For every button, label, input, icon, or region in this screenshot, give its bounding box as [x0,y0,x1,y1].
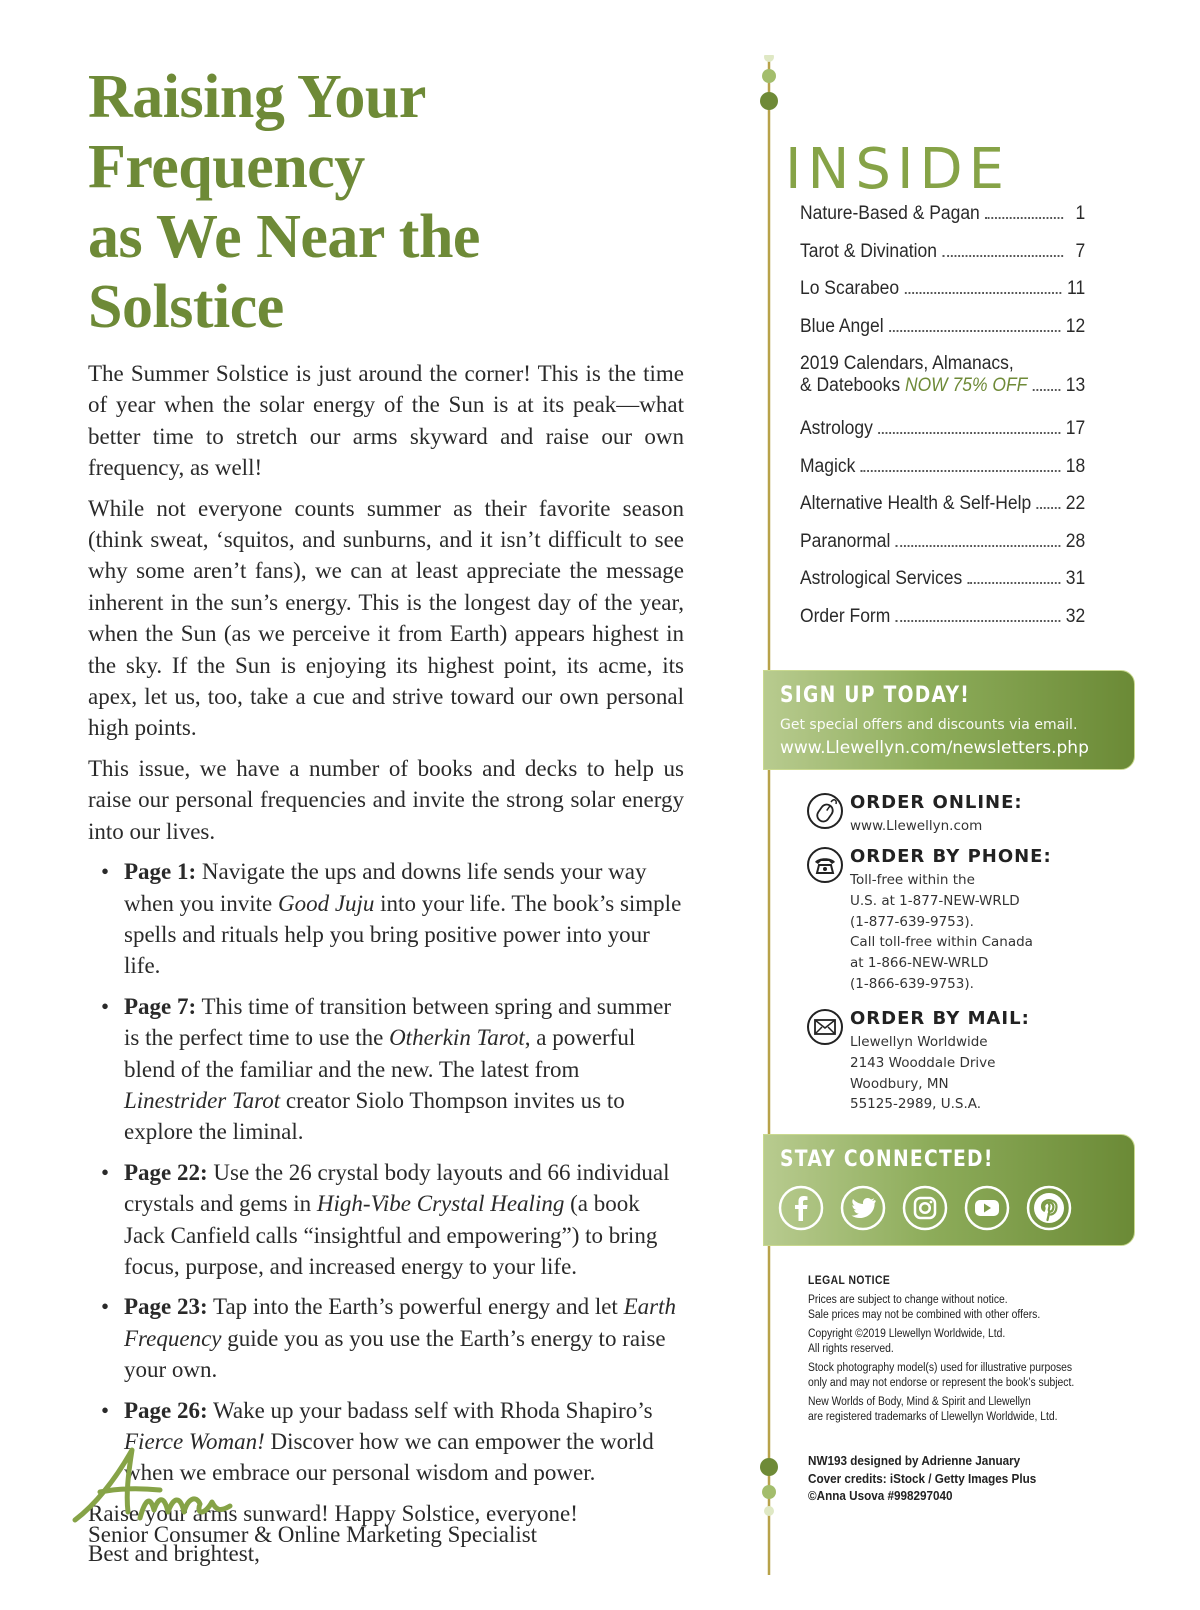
legal-line: Sale prices may not be combined with other offers. [808,1309,1041,1321]
toc-item[interactable] [800,418,1085,456]
signature [70,1440,290,1530]
toc-leader [1033,388,1060,391]
toc-page: 13 [1065,375,1086,396]
toc-label: & Datebooks [800,375,901,396]
table-of-contents [800,203,1085,643]
signup-banner[interactable] [763,670,1135,770]
address-line: Llewellyn Worldwide [850,1034,988,1050]
toc-label: 2019 Calendars, Almanacs, [800,353,1014,374]
design-credits [808,1452,1078,1505]
bullet-label: Page 1: [124,859,197,885]
toc-item[interactable] [800,278,1085,316]
signup-heading: SIGN UP TODAY! [780,683,971,708]
bullet-item [88,991,684,1148]
salutation: Best and brightest, [88,1541,260,1567]
order-mail-heading: ORDER BY MAIL: [850,1008,1030,1029]
toc-leader [905,291,1062,294]
phone-line: Call toll-free within Canada [850,934,1033,951]
order-online-heading: ORDER ONLINE: [850,792,1023,813]
toc-label: Paranormal [800,530,891,552]
divider-rule [758,55,780,1575]
toc-page: 32 [1065,605,1086,627]
toc-page: 11 [1067,278,1086,299]
instagram-icon[interactable] [902,1185,948,1231]
bullet-dot: • [101,1397,110,1423]
order-online-url[interactable]: www.Llewellyn.com [850,818,983,834]
bullet-label: Page 22: [124,1159,208,1185]
phone-line: U.S. at 1-877-NEW-WRLD [850,892,1020,909]
bullet-text: This time of transition between spring and summer is the perfect time to use the [124,993,671,1051]
toc-label: Order Form [800,605,891,627]
order-mail-address [850,1032,995,1115]
book-title: High-Vibe Crystal Healing [316,1191,565,1217]
toc-page: 28 [1065,530,1086,552]
toc-label: Blue Angel [800,315,884,337]
bullet-text: creator Siolo Thompson invites us to explore the liminal. [124,1087,625,1145]
bullet-text: Navigate the ups and downs life sends your way when you invite [124,859,647,916]
facebook-icon[interactable] [778,1185,824,1231]
toc-leader [861,469,1060,472]
legal-line: New Worlds of Body, Mind & Spirit and Llewellyn [808,1396,1031,1408]
toc-item[interactable] [800,568,1085,606]
toc-item[interactable] [800,203,1085,241]
legal-notice [808,1274,1078,1429]
twitter-icon[interactable] [840,1185,886,1231]
toc-leader [1037,506,1060,509]
bullet-text: Use the 26 crystal body layouts and 66 individual crystals and gems in [124,1159,670,1217]
phone-icon [806,846,844,884]
toc-label: Tarot & Divination [800,240,937,262]
article-title [88,62,688,342]
toc-page: 17 [1065,418,1086,439]
toc-leader [985,216,1063,219]
toc-page: 18 [1065,455,1086,477]
article-body [88,358,684,1570]
address-line: 2143 Wooddale Drive [850,1054,996,1071]
toc-leader [896,544,1060,547]
bullet-dot: • [101,993,110,1019]
book-title: Otherkin Tarot [389,1025,525,1051]
toc-label: Alternative Health & Self-Help [800,493,1032,514]
toc-label: Nature-Based & Pagan [800,203,980,224]
signup-subtext: Get special offers and discounts via email. [780,717,1078,733]
legal-line: only and may not endorse or represent the book’s subject. [808,1377,1075,1389]
credit-line: NW193 designed by Adrienne January [808,1453,1021,1468]
toc-item[interactable] [800,316,1085,354]
toc-item[interactable] [800,531,1085,569]
inside-heading: INSIDE [785,137,1010,202]
legal-block [808,1395,1078,1425]
order-phone-heading: ORDER BY PHONE: [850,846,1052,867]
social-links [778,1185,1072,1231]
toc-page: 7 [1075,240,1086,262]
legal-line: Prices are subject to change without notice. [808,1294,1008,1306]
order-online [806,792,1106,842]
order-mail [806,1008,1106,1118]
bullet-item [88,856,684,982]
title-line-2: as We Near the Solstice [88,203,480,341]
bullet-text: guide you as you use the Earth’s energy to raise your own. [124,1325,666,1383]
toc-label: Magick [800,455,856,477]
toc-leader [968,581,1060,584]
pinterest-icon[interactable] [1026,1185,1072,1231]
toc-page: 31 [1065,568,1086,589]
signer-title: Senior Consumer & Online Marketing Specialist [88,1522,538,1547]
order-phone [806,846,1106,996]
envelope-icon [806,1008,844,1046]
toc-item[interactable] [800,241,1085,279]
phone-line: (1-866-639-9753). [850,975,974,992]
order-phone-text [850,870,1033,995]
toc-label: Astrology [800,418,873,439]
bullet-label: Page 23: [124,1294,208,1320]
stay-connected-banner [763,1134,1135,1246]
toc-item[interactable] [800,493,1085,531]
legal-line: All rights reserved. [808,1343,894,1355]
phone-line: (1-877-639-9753). [850,913,974,930]
bullet-text: (a book Jack Canfield calls “insightful and empowering”) to bring focus, purpose, and increased energy to your life. [124,1191,658,1279]
credit-line: Cover credits: iStock / Getty Images Plus [808,1470,1037,1486]
sale-badge: NOW 75% OFF [904,375,1028,396]
toc-page: 12 [1065,315,1086,337]
book-title: Good Juju [277,890,375,916]
bullet-text: , a powerful blend of the familiar and the new. The latest from [124,1025,636,1082]
toc-item[interactable] [800,456,1085,494]
newsletter-link[interactable]: www.Llewellyn.com/newsletters.php [780,738,1089,758]
bullet-label: Page 7: [124,993,197,1019]
legal-line: Copyright ©2019 Llewellyn Worldwide, Ltd. [808,1328,1006,1340]
bullet-text: Wake up your badass self with Rhoda Shapiro’s [207,1397,653,1423]
stay-connected-heading: STAY CONNECTED! [780,1147,994,1172]
toc-leader [889,329,1060,332]
title-line-1: Raising Your Frequency [88,63,425,201]
bullet-item [88,1157,684,1283]
youtube-icon[interactable] [964,1185,1010,1231]
bullet-text: Discover how we can empower the world when we embrace our personal wisdom and power. [124,1429,654,1486]
bullet-text: into your life. The book’s simple spells and rituals help you bring positive power into your life. [124,890,682,979]
address-line: Woodbury, MN [850,1075,949,1092]
toc-leader [878,431,1060,434]
legal-heading: LEGAL NOTICE [808,1275,891,1287]
bullet-dot: • [101,1159,110,1185]
book-title: Linestrider Tarot [124,1087,281,1113]
bullet-text: Tap into the Earth’s powerful energy and let [207,1294,624,1320]
book-title: Earth Frequency [124,1294,676,1351]
bullet-dot: • [101,859,110,885]
toc-page: 22 [1065,493,1086,514]
toc-page: 1 [1075,203,1086,224]
article [88,62,688,1579]
phone-line: Toll-free within the [850,872,975,888]
paragraph: The Summer Solstice is just around the corner! This is the time of year when the solar energy of the Sun is at its peak—what better time to stretch our arms skyward and raise our own frequency, as well! [88,361,684,481]
bullet-label: Page 26: [124,1397,208,1423]
paragraph: While not everyone counts summer as their favorite season (think sweat, ‘squitos, and sunburns, and it isn’t difficult to see why some aren’t fans), we can at least appreciate the message inherent in the sun’s energy. This is the longest day of the year, when the Sun (as we perceive it from Earth) appears highest in the sky. If the Sun is enjoying its highest point, its acme, its apex, let us, too, take a cue and strive toward our own personal high points. [88,495,684,741]
toc-label: Lo Scarabeo [800,278,900,299]
toc-leader [896,619,1060,622]
toc-item[interactable] [800,606,1085,644]
address-line: 55125-2989, U.S.A. [850,1096,982,1113]
bullet-dot: • [101,1294,110,1320]
legal-block [808,1293,1078,1323]
toc-leader [943,254,1064,257]
paragraph: This issue, we have a number of books and decks to help us raise our personal frequencies and invite the strong solar energy into our lives. [88,755,684,844]
legal-line: Stock photography model(s) used for illustrative purposes [808,1362,1073,1374]
credit-line: ©Anna Usova #998297040 [808,1488,953,1503]
toc-item-calendars[interactable] [800,353,1085,418]
bullet-list [88,856,684,1489]
toc-label: Astrological Services [800,568,963,589]
legal-line: are registered trademarks of Llewellyn Worldwide, Ltd. [808,1411,1058,1423]
legal-block [808,1327,1078,1357]
legal-block [808,1361,1078,1391]
phone-line: at 1-866-NEW-WRLD [850,955,989,972]
closing: Raise your arms sunward! Happy Solstice, everyone! [88,1500,578,1526]
bullet-item [88,1291,684,1385]
book-title: Fierce Woman! [124,1429,265,1454]
mouse-icon [806,792,844,830]
